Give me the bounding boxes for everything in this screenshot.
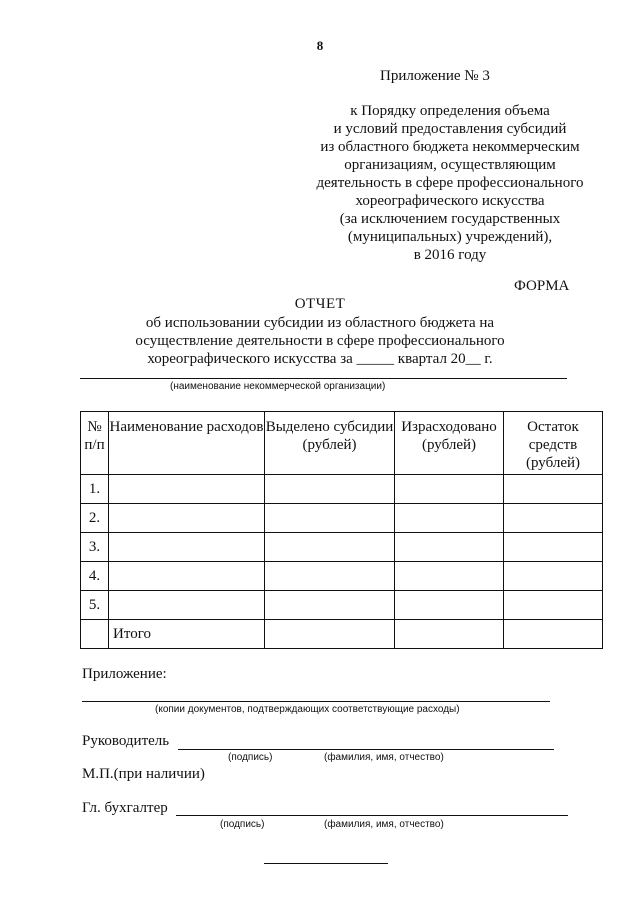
- header-allocated: Выделено субсидии (рублей): [265, 412, 395, 475]
- cell-balance[interactable]: [504, 475, 603, 504]
- cell-spent[interactable]: [395, 620, 504, 649]
- cell-spent[interactable]: [395, 475, 504, 504]
- expenses-table: [80, 411, 603, 649]
- appendix-line: деятельность в сфере профессионального: [316, 175, 584, 191]
- head-signature-caption: (подпись): [228, 752, 273, 763]
- cell-expense-name[interactable]: [109, 533, 265, 562]
- row-number: 4.: [81, 562, 109, 591]
- cell-balance[interactable]: [504, 533, 603, 562]
- appendix-line: к Порядку определения объема: [350, 103, 550, 119]
- table-row: [81, 504, 603, 533]
- stamp-label: М.П.(при наличии): [82, 766, 205, 782]
- cell-expense-name[interactable]: [109, 562, 265, 591]
- accountant-label: Гл. бухгалтер: [82, 800, 168, 816]
- table-total-row: [81, 620, 603, 649]
- cell-balance[interactable]: [504, 620, 603, 649]
- appendix-line: организациям, осуществляющим: [344, 157, 556, 173]
- cell-expense-name[interactable]: [109, 475, 265, 504]
- accountant-name-caption: (фамилия, имя, отчество): [324, 819, 444, 830]
- cell-spent[interactable]: [395, 533, 504, 562]
- cell-allocated[interactable]: [265, 591, 395, 620]
- appendix-line: из областного бюджета некоммерческим: [320, 139, 580, 155]
- cell-balance[interactable]: [504, 504, 603, 533]
- row-number: 1.: [81, 475, 109, 504]
- head-signature-line[interactable]: [178, 749, 554, 750]
- head-name-caption: (фамилия, имя, отчество): [324, 752, 444, 763]
- report-title: ОТЧЕТ: [294, 296, 346, 312]
- cell-spent[interactable]: [395, 591, 504, 620]
- report-subtitle-line: хореографического искусства за _____ квартал 20__ г.: [147, 351, 493, 367]
- appendix-description: [270, 102, 630, 264]
- accountant-signature-line[interactable]: [176, 815, 568, 816]
- appendix-line: (за исключением государственных: [339, 211, 561, 227]
- report-subtitle-line: осуществление деятельности в сфере профессионального: [135, 333, 505, 349]
- form-label: ФОРМА: [514, 278, 570, 294]
- cell-total-label: Итого: [109, 620, 265, 649]
- header-balance: Остаток средств (рублей): [504, 412, 603, 475]
- table-row: [81, 591, 603, 620]
- attachment-caption: (копии документов, подтверждающих соответствующие расходы): [155, 704, 460, 715]
- table-row: [81, 475, 603, 504]
- cell-spent[interactable]: [395, 504, 504, 533]
- attachment-line[interactable]: [82, 701, 550, 702]
- cell-expense-name[interactable]: [109, 591, 265, 620]
- row-number: 3.: [81, 533, 109, 562]
- cell-allocated[interactable]: [265, 533, 395, 562]
- appendix-line: в 2016 году: [413, 247, 487, 263]
- attachment-label: Приложение:: [82, 666, 167, 682]
- header-spent: Израсходовано (рублей): [395, 412, 504, 475]
- cell-allocated[interactable]: [265, 562, 395, 591]
- table-header-row: [81, 412, 603, 475]
- end-line: [264, 863, 388, 864]
- row-number: 2.: [81, 504, 109, 533]
- report-subtitle: [60, 314, 580, 368]
- appendix-line: и условий предоставления субсидий: [333, 121, 567, 137]
- row-number: 5.: [81, 591, 109, 620]
- cell-balance[interactable]: [504, 562, 603, 591]
- appendix-line: хореографического искусства: [355, 193, 545, 209]
- row-number: [81, 620, 109, 649]
- cell-allocated[interactable]: [265, 504, 395, 533]
- cell-expense-name[interactable]: [109, 504, 265, 533]
- appendix-title: Приложение № 3: [380, 68, 490, 84]
- header-number: № п/п: [81, 412, 109, 475]
- cell-balance[interactable]: [504, 591, 603, 620]
- head-label: Руководитель: [82, 733, 170, 749]
- report-subtitle-line: об использовании субсидии из областного бюджета на: [145, 315, 495, 331]
- table-row: [81, 533, 603, 562]
- cell-spent[interactable]: [395, 562, 504, 591]
- appendix-line: (муниципальных) учреждений),: [347, 229, 553, 245]
- accountant-signature-caption: (подпись): [220, 819, 265, 830]
- org-name-line[interactable]: [80, 378, 567, 379]
- table-row: [81, 562, 603, 591]
- page-number: 8: [316, 38, 324, 53]
- cell-allocated[interactable]: [265, 620, 395, 649]
- cell-allocated[interactable]: [265, 475, 395, 504]
- header-expense-name: Наименование расходов: [109, 412, 265, 475]
- org-name-caption: (наименование некоммерческой организации): [170, 381, 386, 392]
